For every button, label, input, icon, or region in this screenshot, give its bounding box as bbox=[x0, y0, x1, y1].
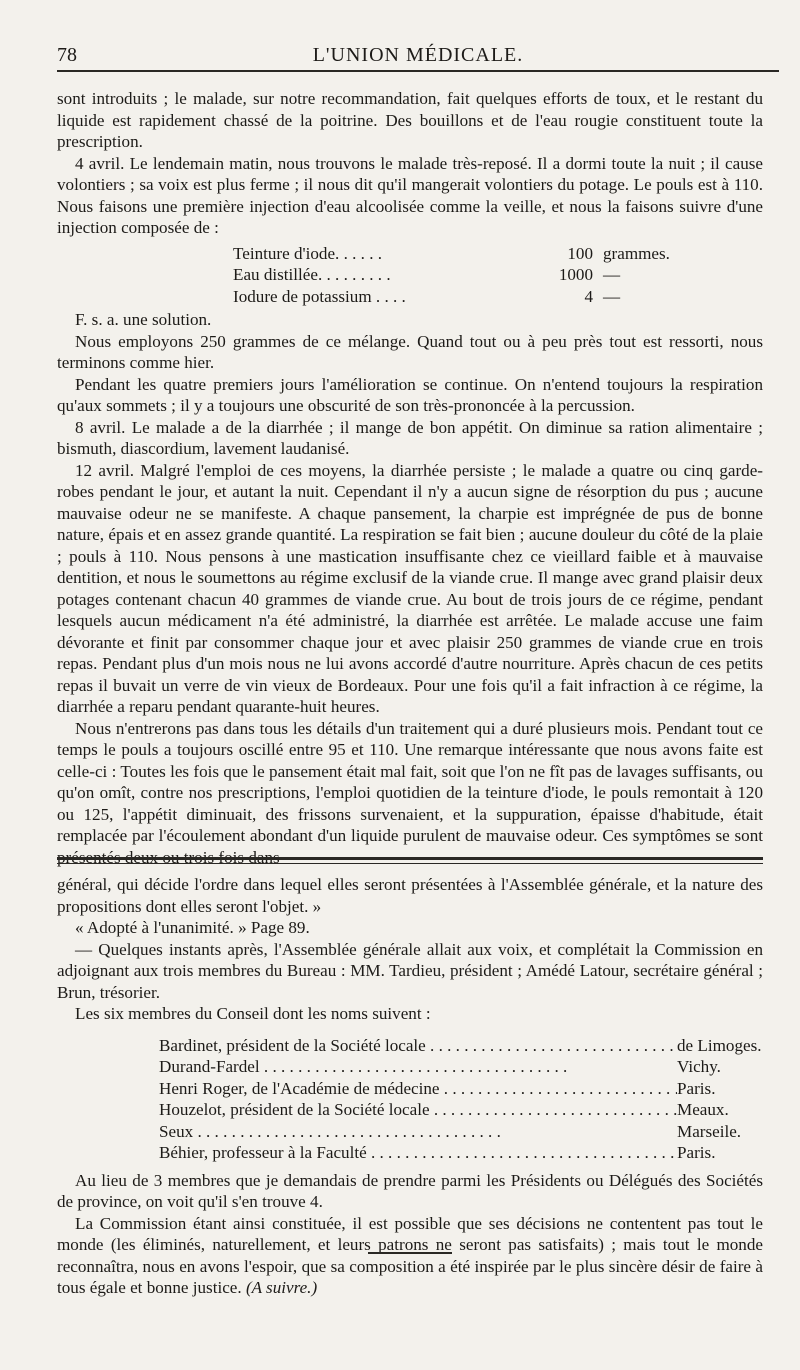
prescription-row bbox=[57, 243, 763, 265]
section-divider bbox=[57, 857, 763, 860]
member-name: Durand-Fardel . . . bbox=[57, 1056, 677, 1078]
running-header bbox=[57, 40, 779, 72]
article-continuation bbox=[57, 88, 763, 868]
ingredient: Teinture d'iode. . . . . . bbox=[233, 243, 383, 263]
member-row bbox=[57, 1142, 763, 1164]
paragraph: — Quelques instants après, l'Assemblée générale allait aux voix, et complétait la Commission en adjoignant aux trois membres du Bureau : MM. Tardieu, président ; Amédé Latour, secrétaire général ; Brun, trésorier. bbox=[57, 939, 763, 1002]
ingredient: Eau distillée. . . . . . . . . bbox=[233, 265, 391, 284]
prescription-row bbox=[57, 264, 763, 286]
paragraph: 12 avril. Malgré l'emploi de ces moyens, la diarrhée persiste ; le malade a quatre ou cinq garde-robes pendant le jour, et autant la nuit. Cependant il n'y a aucun signe de résorption du pus ; aucune mauvaise odeur ne se manifeste. A chaque pansement, la charpie est imprégnée de pus de bonne nature, épais et en assez grande quantité. La respiration se fait bien ; aucune douleur du côté de la plaie ; pouls à 110. Nous pensons à une mastication insuffisante chez ce vieillard faible et à mauvaise dentition, et nous le soumettons au régime exclusif de la viande crue. Il mange avec grand plaisir deux potages contenant chacun 40 grammes de viande crue. Au bout de trois jours de ce régime, pendant lesquels aucun médicament n'a été administré, la diarrhée est arrêtée. Le malade accuse une faim dévorante et finit par consommer chaque jour et avec plaisir 250 grammes de viande crue en trois repas. Pendant plus d'un mois nous ne lui avons accordé d'autre nourriture. Après chacun de ces petits repas il buvait un verre de vin vieux de Bordeaux. Pour une fois qu'il a fait infraction à ce régime, la diarrhée a reparu pendant quarante-huit heures. bbox=[57, 460, 763, 716]
quantity: 1000 bbox=[558, 265, 593, 284]
unit: — bbox=[603, 286, 621, 306]
member-town: Meaux. bbox=[677, 1100, 729, 1119]
section-divider bbox=[57, 863, 763, 864]
paragraph: Pendant les quatre premiers jours l'amélioration se continue. On n'entend toujours la respiration qu'aux sommets ; il y a toujours une obscurité de son très-prononcée à la percussion. bbox=[57, 374, 763, 415]
paragraph: sont introduits ; le malade, sur notre recommandation, fait quelques efforts de toux, et le restant du liquide est rapidement chassé de la poitrine. Des bouillons et de l'eau rougie constituent toute la prescription. bbox=[57, 89, 763, 151]
unit: — bbox=[603, 265, 621, 284]
member-name: Béhier, professeur à la Faculté . . . bbox=[57, 1142, 677, 1164]
closing-text: La Commission étant ainsi constituée, il est possible que ses décisions ne contentent pas tout le monde (les éliminés, naturellement, et leurs patrons ne seront pas satisfaits) ; mais tout le monde reconnaîtra, nous en avons l'espoir, que sa composition a été inspirée par le plus sincère désir de faire à tous égale et bonne justice. bbox=[57, 1213, 763, 1297]
ingredient: Iodure de potassium . . . . bbox=[233, 286, 406, 306]
paragraph bbox=[57, 1213, 763, 1299]
paragraph: « Adopté à l'unanimité. » Page 89. bbox=[75, 918, 310, 937]
quantity: 100 bbox=[567, 243, 593, 263]
member-town: Vichy. bbox=[677, 1057, 721, 1076]
member-row bbox=[57, 1056, 763, 1078]
member-row bbox=[57, 1078, 763, 1100]
member-name: Houzelot, président de la Société locale . . . bbox=[57, 1099, 677, 1121]
member-name: Seux . . . bbox=[57, 1121, 677, 1143]
paragraph: Nous employons 250 grammes de ce mélange. Quand tout ou à peu près tout est ressorti, nous terminons comme hier. bbox=[57, 331, 763, 372]
paragraph: Au lieu de 3 membres que je demandais de prendre parmi les Présidents ou Délégués des Sociétés de province, on voit qu'il s'en trouve 4. bbox=[57, 1170, 763, 1211]
member-row bbox=[57, 1099, 763, 1121]
member-town: Paris. bbox=[677, 1143, 716, 1162]
member-row bbox=[57, 1121, 763, 1143]
running-title: L'UNION MÉDICALE. bbox=[312, 44, 524, 66]
member-row bbox=[57, 1035, 763, 1057]
unit: grammes. bbox=[603, 243, 670, 263]
end-rule bbox=[368, 1252, 452, 1254]
member-town: Paris. bbox=[677, 1078, 716, 1098]
quantity: 4 bbox=[584, 286, 593, 306]
member-town: de Limoges. bbox=[677, 1035, 762, 1055]
feuilleton-continuation bbox=[57, 874, 763, 1299]
member-name: Bardinet, président de la Société locale . . . bbox=[57, 1035, 677, 1057]
member-town: Marseile. bbox=[677, 1121, 742, 1141]
to-be-continued: (A suivre.) bbox=[245, 1278, 318, 1297]
prescription-table bbox=[57, 243, 763, 308]
member-list bbox=[57, 1035, 763, 1164]
paragraph: Les six membres du Conseil dont les noms suivent : bbox=[75, 1004, 431, 1023]
page-number: 78 bbox=[57, 44, 77, 66]
prescription-row bbox=[57, 286, 763, 308]
paragraph: 8 avril. Le malade a de la diarrhée ; il mange de bon appétit. On diminue sa ration alimentaire ; bismuth, diascordium, lavement laudanisé. bbox=[57, 417, 763, 458]
prescription-note: F. s. a. une solution. bbox=[75, 310, 212, 329]
paragraph: Nous n'entrerons pas dans tous les détails d'un traitement qui a duré plusieurs mois. Pendant tout ce temps le pouls a toujours oscillé entre 95 et 110. Une remarque intéressante que nous avons faite est celle-ci : Toutes les fois que le pansement était mal fait, soit que l'on ne fît pas de lavages suffisants, ou qu'on omît, contre nos prescriptions, l'emploi quotidien de la teinture d'iode, le pouls remontait à 120 ou 125, l'appétit diminuait, des frissons survenaient, et la suppuration, épaisse d'habitude, était remplacée par l'écoulement abondant d'un liquide purulent de mauvaise odeur. Ces symptômes se sont présentés deux ou trois fois dans bbox=[57, 718, 763, 867]
member-name: Henri Roger, de l'Académie de médecine . . . bbox=[57, 1078, 677, 1100]
paragraph: général, qui décide l'ordre dans lequel elles seront présentées à l'Assemblée générale, et la nature des propositions dont elles seront l'objet. » bbox=[57, 875, 763, 916]
paragraph: 4 avril. Le lendemain matin, nous trouvons le malade très-reposé. Il a dormi toute la nuit ; il cause volontiers ; sa voix est plus ferme ; il nous dit qu'il mangerait volontiers du potage. Le pouls est à 110. Nous faisons une première injection d'eau alcoolisée comme la veille, et nous la faisons suivre d'une injection composée de : bbox=[57, 153, 763, 237]
